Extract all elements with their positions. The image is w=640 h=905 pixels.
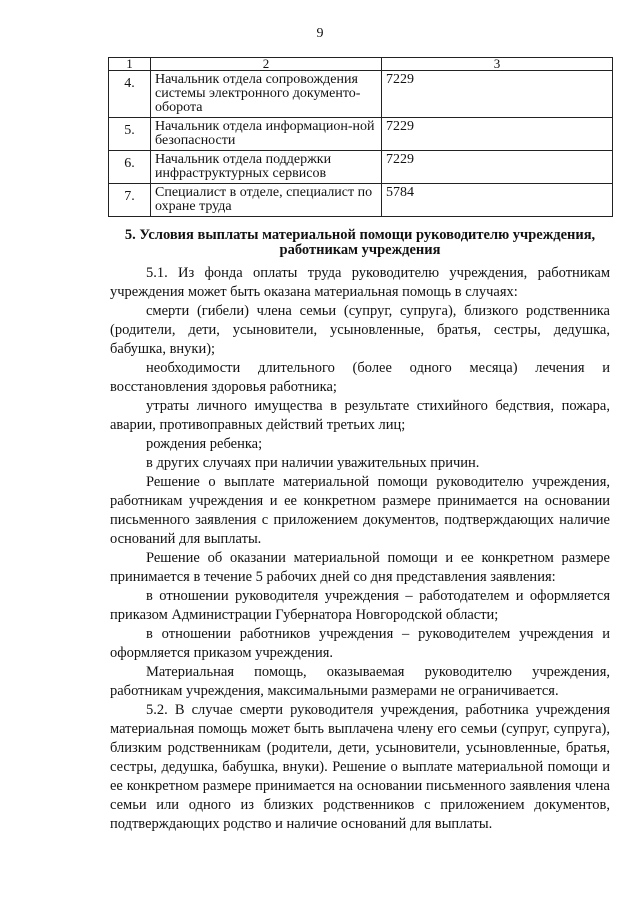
row-number: 7. [109, 184, 151, 217]
table-row [109, 151, 613, 184]
paragraph: Решение об оказании материальной помощи и ее конкретном размере принимается в течение 5 рабочих дней со дня представления заявления: [110, 550, 610, 585]
salary-value: 7229 [382, 151, 613, 184]
table-header-row [109, 58, 613, 71]
paragraph: утраты личного имущества в результате стихийного бедствия, пожара, аварии, противоправных действий третьих лиц; [110, 398, 610, 433]
section-body [110, 228, 610, 834]
paragraph: рождения ребенка; [146, 436, 263, 452]
table-header-cell: 3 [382, 58, 613, 71]
page-number: 9 [316, 26, 324, 41]
row-number: 4. [109, 71, 151, 118]
salary-table [108, 57, 613, 217]
paragraph: Материальная помощь, оказываемая руководителю учреждения, работникам учреждения, максимальными размерами не ограничивается. [110, 664, 610, 699]
section-title: 5. Условия выплаты материальной помощи руководителю учреждения, работникам учреждения [124, 227, 596, 258]
position-name: Начальник отдела сопровождения системы электронного документо-оборота [151, 71, 382, 118]
row-number: 5. [109, 118, 151, 151]
salary-value: 7229 [382, 71, 613, 118]
salary-value: 7229 [382, 118, 613, 151]
row-number: 6. [109, 151, 151, 184]
position-name: Начальник отдела информацион-ной безопасности [151, 118, 382, 151]
table-row [109, 118, 613, 151]
salary-value: 5784 [382, 184, 613, 217]
table-row [109, 184, 613, 217]
position-name: Специалист в отделе, специалист по охране труда [151, 184, 382, 217]
table-row [109, 71, 613, 118]
table-header-cell: 2 [151, 58, 382, 71]
paragraph: в отношении руководителя учреждения – работодателем и оформляется приказом Администрации Губернатора Новгородской области; [110, 588, 610, 623]
paragraph: в других случаях при наличии уважительных причин. [146, 455, 480, 471]
table-header-cell: 1 [109, 58, 151, 71]
paragraph: в отношении работников учреждения – руководителем учреждения и оформляется приказом учреждения. [110, 626, 610, 661]
paragraph: Решение о выплате материальной помощи руководителю учреждения, работникам учреждения и ее конкретном размере принимается на основании письменного заявления с приложением документов, подтверждающих наличие оснований для выплаты. [110, 474, 610, 547]
paragraph: смерти (гибели) члена семьи (супруг, супруга), близкого родственника (родители, дети, усыновители, усыновленные, братья, сестры, дедушка, бабушка, внуки); [110, 303, 610, 357]
paragraph: 5.1. Из фонда оплаты труда руководителю учреждения, работникам учреждения может быть оказана материальная помощь в случаях: [110, 265, 610, 300]
paragraph: 5.2. В случае смерти руководителя учреждения, работника учреждения материальная помощь может быть выплачена члену его семьи (супруг, супруга), близким родственникам (родители, дети, усыновители, усыновленные, братья, сестры, дедушка, бабушка, внуки). Решение о выплате материальной помощи и ее конкретном размере принимается на основании письменного заявления члена семьи или одного из близких родственников с приложением документов, подтверждающих родство и наличие оснований для выплаты. [110, 702, 610, 832]
paragraph: необходимости длительного (более одного месяца) лечения и восстановления здоровья работника; [110, 360, 610, 395]
position-name: Начальник отдела поддержки инфраструктурных сервисов [151, 151, 382, 184]
